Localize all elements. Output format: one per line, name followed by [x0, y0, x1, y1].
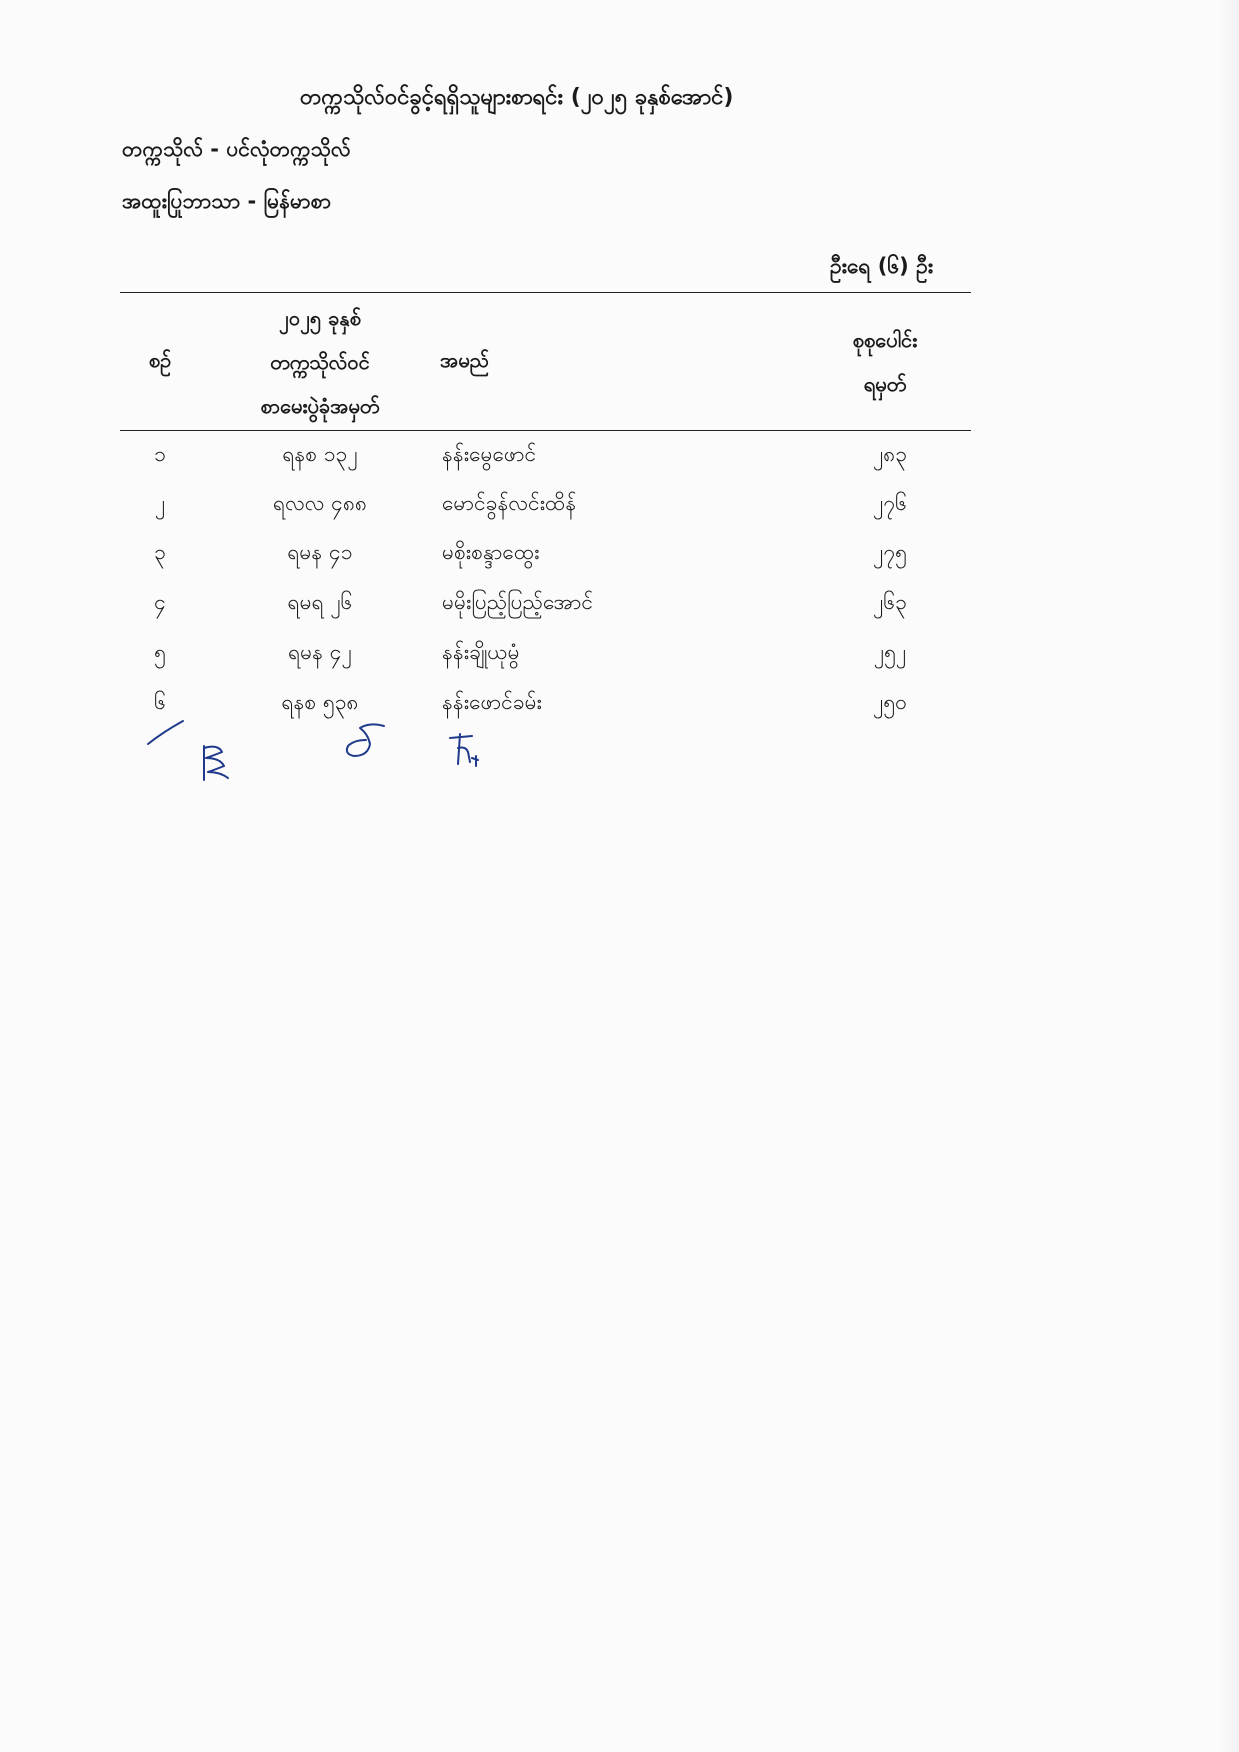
row-marks: ၂၆၃: [873, 590, 907, 614]
signature-mark-2: [198, 742, 234, 784]
header-serial: စဉ်: [148, 348, 172, 372]
row-marks: ၂၅၀: [873, 690, 907, 714]
table-row: [120, 678, 971, 727]
header-marks-line-2: ရမှတ်: [863, 372, 907, 396]
row-name: မစိုးစန္ဒာထွေး: [442, 540, 540, 564]
student-count: ဦးရေ (၆) ဦး: [830, 254, 934, 278]
row-serial: ၄: [154, 590, 166, 614]
header-roll-line-1: ၂၀၂၅ ခုနှစ်: [279, 306, 361, 330]
row-name: မောင်ခွန်လင်းထိန်: [442, 491, 577, 515]
row-name: မမိုးပြည့်ပြည့်အောင်: [442, 590, 594, 614]
university-line: တက္ကသိုလ် - ပင်လုံတက္ကသိုလ်: [122, 137, 351, 161]
signature-mark-4: [446, 730, 486, 770]
document-title: တက္ကသိုလ်ဝင်ခွင့်ရရှိသူများစာရင်း (၂၀၂၅ ခုနှစ်အောင်): [300, 85, 734, 110]
row-marks: ၂၇၅: [873, 540, 907, 564]
header-roll-line-3: စာမေးပွဲခုံအမှတ်: [260, 394, 380, 418]
row-name: နန်းမွေဖောင်: [442, 442, 537, 466]
row-serial: ၁: [154, 442, 166, 466]
scan-edge: [1218, 0, 1239, 1752]
row-marks: ၂၅၂: [873, 640, 907, 664]
signature-mark-1: [145, 718, 190, 748]
subject-line: အထူးပြုဘာသာ - မြန်မာစာ: [122, 189, 332, 213]
row-name: နန်းဖောင်ခမ်း: [442, 690, 542, 714]
table-row: [120, 479, 971, 528]
row-serial: ၃: [154, 540, 166, 564]
row-serial: ၂: [154, 491, 166, 515]
table-top-rule: [120, 292, 971, 293]
header-name: အမည်: [440, 348, 490, 372]
row-roll-number: ရနစ ၁၃၂: [282, 442, 358, 466]
row-serial: ၅: [154, 640, 166, 664]
row-serial: ၆: [154, 690, 166, 714]
row-roll-number: ရလလ ၄၈၈: [273, 491, 367, 515]
row-roll-number: ရမန ၄၁: [287, 540, 353, 564]
table-row: [120, 430, 971, 479]
table-row: [120, 578, 971, 627]
row-marks: ၂၇၆: [873, 491, 907, 515]
row-roll-number: ရမန ၄၂: [288, 640, 352, 664]
header-roll-number: [230, 296, 410, 428]
header-roll-line-2: တက္ကသိုလ်ဝင်: [270, 350, 370, 374]
header-marks-line-1: စုစုပေါင်း: [852, 328, 918, 352]
header-total-marks: [820, 318, 950, 406]
table-row: [120, 628, 971, 677]
row-roll-number: ရနစ ၅၃၈: [281, 690, 359, 714]
table-row: [120, 528, 971, 577]
signature-mark-3: [340, 720, 388, 762]
row-roll-number: ရမရ ၂၆: [287, 590, 353, 614]
row-name: နန်းချိုယုမွံ: [442, 640, 520, 664]
row-marks: ၂၈၃: [872, 442, 908, 466]
